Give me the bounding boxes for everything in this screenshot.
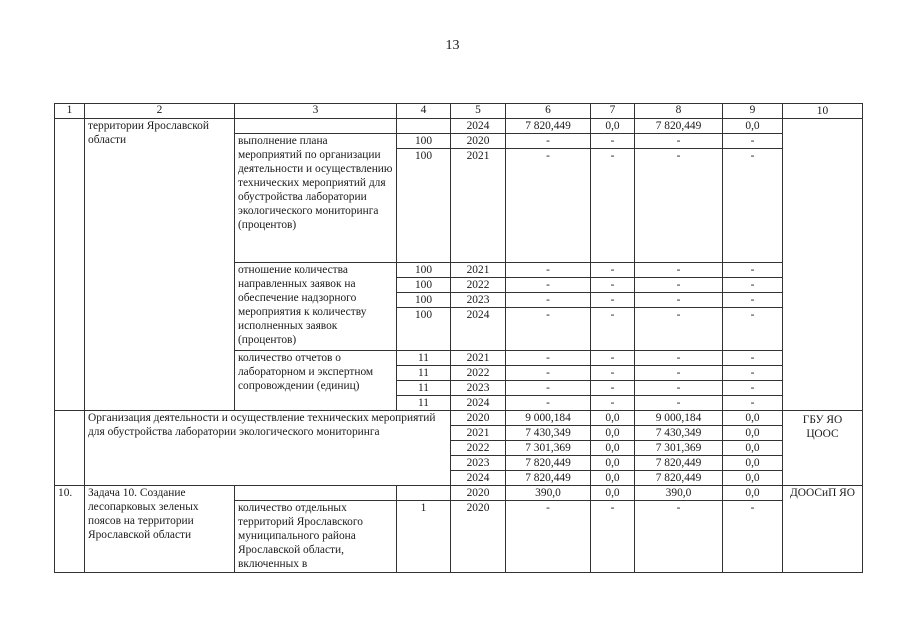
indicator-value-cell [397,486,451,501]
value-cell: - [591,351,635,366]
value-cell: 9 000,184 [506,411,591,426]
value-cell: - [506,501,591,573]
value-cell: - [506,381,591,396]
year-cell: 2021 [451,351,506,366]
value-cell: 0,0 [591,119,635,134]
year-cell: 2023 [451,456,506,471]
value-cell: - [591,381,635,396]
value-cell: - [723,293,783,308]
value-cell: - [591,293,635,308]
activity-label-cell: Организация деятельности и осуществление технических мероприятий для обустройства лаборатории экологического мониторинга [85,411,451,486]
value-cell: 9 000,184 [635,411,723,426]
value-cell: - [591,149,635,263]
indicator-value-cell [397,119,451,134]
table-row [55,486,863,501]
value-cell: - [591,263,635,278]
indicator-cell [235,486,397,501]
indicator-cell [235,119,397,134]
value-cell: 0,0 [723,426,783,441]
year-cell: 2022 [451,441,506,456]
row-number-cell [55,411,85,426]
indicator-value-cell: 100 [397,149,451,263]
value-cell: - [591,396,635,411]
value-cell: - [635,396,723,411]
year-cell: 2022 [451,278,506,293]
year-cell: 2024 [451,471,506,486]
indicator-value-cell: 100 [397,278,451,293]
value-cell: - [591,278,635,293]
year-cell: 2024 [451,119,506,134]
value-cell: - [635,293,723,308]
value-cell: 0,0 [723,486,783,501]
header-cell: 9 [723,104,783,119]
value-cell: - [635,149,723,263]
row-number-cell [55,426,85,441]
year-cell: 2020 [451,501,506,573]
value-cell: - [635,366,723,381]
indicator-value-cell: 100 [397,293,451,308]
value-cell: 0,0 [723,411,783,426]
value-cell: - [723,278,783,293]
year-cell: 2024 [451,396,506,411]
value-cell: - [723,366,783,381]
value-cell: - [723,381,783,396]
value-cell: - [506,149,591,263]
value-cell: 7 820,449 [506,456,591,471]
value-cell: 0,0 [591,411,635,426]
header-cell: 4 [397,104,451,119]
year-cell: 2022 [451,366,506,381]
indicator-value-cell: 11 [397,396,451,411]
row-number-cell [55,441,85,456]
year-cell: 2020 [451,134,506,149]
value-cell: 7 820,449 [506,119,591,134]
value-cell: 0,0 [723,456,783,471]
header-row [55,104,863,119]
value-cell: - [635,501,723,573]
value-cell: - [506,134,591,149]
value-cell: 7 430,349 [506,426,591,441]
value-cell: 0,0 [591,441,635,456]
year-cell: 2023 [451,293,506,308]
value-cell: - [635,278,723,293]
indicator-label-cell: количество отчетов о лабораторном и экспертном сопровождении (единиц) [235,351,397,411]
header-cell: 8 [635,104,723,119]
value-cell: - [591,501,635,573]
value-cell: - [723,351,783,366]
header-cell: 3 [235,104,397,119]
value-cell: - [591,134,635,149]
value-cell: - [635,134,723,149]
indicator-label-cell: количество отдельных территорий Ярославского муниципального района Ярославской области, включенных в [235,501,397,573]
value-cell: - [723,134,783,149]
header-cell: 1 [55,104,85,119]
page-number: 13 [445,38,460,53]
indicator-value-cell: 11 [397,381,451,396]
value-cell: 7 301,369 [635,441,723,456]
year-cell: 2020 [451,486,506,501]
indicator-value-cell: 1 [397,501,451,573]
program-table [54,103,863,573]
indicator-label-cell: выполнение плана мероприятий по организации деятельности и осуществлению технических мероприятий для обустройства лаборатории экологического мониторинга (процентов) [235,134,397,263]
value-cell: - [591,308,635,351]
value-cell: - [506,308,591,351]
value-cell: 7 820,449 [506,471,591,486]
row-number-cell: 10. [55,486,85,573]
value-cell: - [635,263,723,278]
row-number-cell [55,471,85,486]
indicator-value-cell: 100 [397,134,451,149]
value-cell: 7 301,369 [506,441,591,456]
year-cell: 2024 [451,308,506,351]
year-cell: 2023 [451,381,506,396]
value-cell: - [506,278,591,293]
year-cell: 2020 [451,411,506,426]
value-cell: - [635,351,723,366]
value-cell: - [635,381,723,396]
indicator-value-cell: 100 [397,263,451,278]
value-cell: - [506,263,591,278]
value-cell: 7 820,449 [635,119,723,134]
row-number-cell [55,456,85,471]
value-cell: 0,0 [591,456,635,471]
value-cell: - [723,396,783,411]
year-cell: 2021 [451,149,506,263]
value-cell: - [723,501,783,573]
year-cell: 2021 [451,426,506,441]
indicator-value-cell: 100 [397,308,451,351]
indicator-value-cell: 11 [397,366,451,381]
indicator-value-cell: 11 [397,351,451,366]
value-cell: 0,0 [723,441,783,456]
table-row [55,411,863,426]
header-cell: 5 [451,104,506,119]
value-cell: 0,0 [591,426,635,441]
value-cell: 0,0 [591,486,635,501]
task-label-cell: Задача 10. Создание лесопарковых зеленых поясов на территории Ярославской области [85,486,235,573]
value-cell: - [723,149,783,263]
executor-cell [783,119,863,411]
executor-cell: ДООСиП ЯО [783,486,863,573]
executor-cell: ГБУ ЯО ЦООС [783,411,863,486]
value-cell: 0,0 [723,119,783,134]
indicator-label-cell: отношение количества направленных заявок на обеспечение надзорного мероприятия к количеству исполненных заявок (процентов) [235,263,397,351]
year-cell: 2021 [451,263,506,278]
row-number-cell [55,119,85,411]
value-cell: 7 820,449 [635,471,723,486]
value-cell: - [506,396,591,411]
value-cell: 0,0 [591,471,635,486]
value-cell: - [723,308,783,351]
value-cell: - [591,366,635,381]
header-cell: 7 [591,104,635,119]
territory-cell: территории Ярославской области [85,119,235,411]
value-cell: - [635,308,723,351]
value-cell: 0,0 [723,471,783,486]
header-cell: 2 [85,104,235,119]
header-cell: 10 [783,104,863,119]
value-cell: - [506,366,591,381]
value-cell: 7 820,449 [635,456,723,471]
header-cell: 6 [506,104,591,119]
value-cell: 390,0 [635,486,723,501]
value-cell: 7 430,349 [635,426,723,441]
value-cell: - [723,263,783,278]
value-cell: 390,0 [506,486,591,501]
table-row [55,119,863,134]
value-cell: - [506,293,591,308]
value-cell: - [506,351,591,366]
